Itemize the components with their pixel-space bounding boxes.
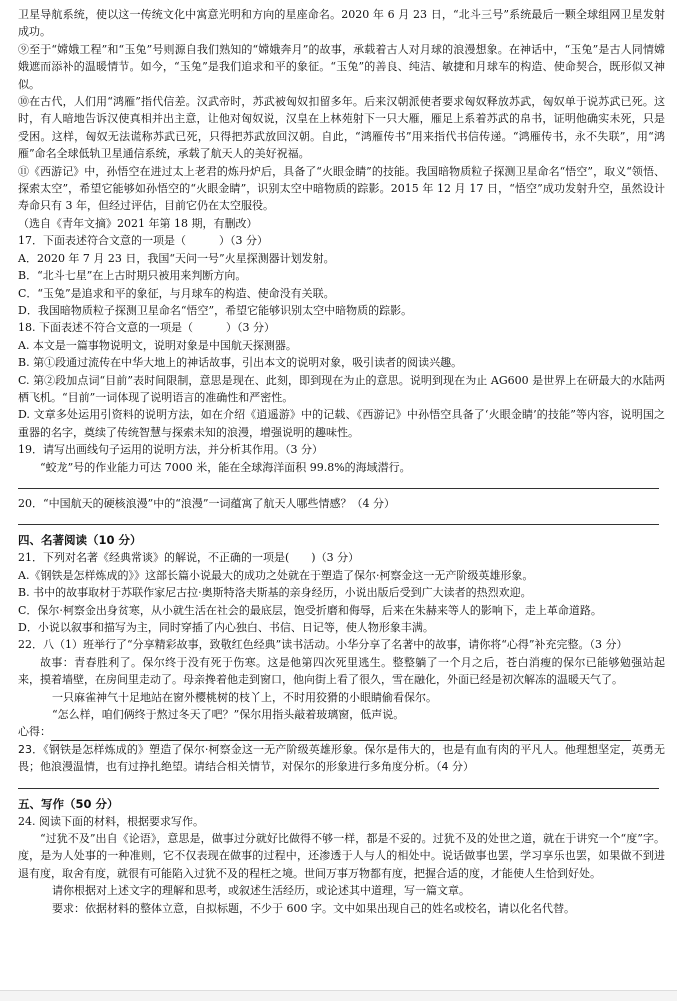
q18-option-c: C. 第②段加点词“目前”表时间限制，意思是现在、此刻，即到现在为止的意思。说明到现在为止 AG600 是世界上在研最大的水陆两栖飞机。“目前”一词体现了说明语言的准确性和严密性。 [18,373,665,404]
passage-paragraph-0: 卫星导航系统，使以这一传统文化中寓意光明和方向的星座命名。2020 年 6 月 23 日，“北斗三号”系统最后一颗全球组网卫星发射成功。 [18,8,665,39]
q22-stem: 22．八（1）班举行了“分享精彩故事，致敬红色经典”读书活动。小华分享了名著中的故事，请你将“心得”补充完整。（3 分） [18,638,628,652]
q19-stem: 19．请写出画线句子运用的说明方法，并分析其作用。（3 分） [18,443,323,457]
q21-stem: 21．下列对名著《经典常谈》的解说，不正确的一项是( )（3 分） [18,551,360,565]
section-5-title: 五、写作（50 分） [18,796,119,811]
q22-story-2: 一只麻雀神气十足地站在窗外樱桃树的枝丫上，不时用狡猾的小眼睛偷看保尔。 [52,690,437,704]
passage-paragraph-11: ⑪《西游记》中，孙悟空在进过太上老君的炼丹炉后，具备了“火眼金睛”的技能。我国暗物质粒子探测卫星命名“悟空”，取义“领悟、探索太空”，希望它能够如孙悟空的“火眼金睛”，识别太空中暗物质的踪影。2015 年 12 月 17 日，“悟空”成功发射升空，虽然设计寿命只有 3 年，但经过评估，目前它仍在太空服役。 [18,164,665,213]
q24-stem: 24. 阅读下面的材料，根据要求写作。 [18,814,204,828]
q17-option-a: A．2020 年 7 月 23 日，我国“天问一号”火星探测器计划发射。 [18,251,335,265]
passage-source: （选自《青年文摘》2021 年第 18 期，有删改） [18,216,258,230]
q23-stem: 23．《钢铁是怎样炼成的》塑造了保尔·柯察金这一无产阶级英雄形象。保尔是伟大的，也是有血有肉的平凡人。他理想坚定，英勇无畏；他浪漫温情，也有过挣扎绝望。请结合相关情节，对保尔的形象进行多角度分析。（4 分） [18,742,665,774]
q18-option-d: D. 文章多处运用引资料的说明方法，如在介绍《逍遥游》中的记载、《西游记》中孙悟空具备了‘火眼金睛’的技能”等内容，说明国之重器的名字，奠续了传统智慧与探索未知的浪漫，增强说明的趣味性。 [18,408,665,439]
q17-option-d: D．我国暗物质粒子探测卫星命名“悟空”，希望它能够识别太空中暗物质的踪影。 [18,303,413,317]
passage-paragraph-9: ⑨至于“嫦娥工程”和“玉兔”号则源自我们熟知的“嫦娥奔月”的故事，承载着古人对月球的浪漫想象。在神话中，“玉兔”是古人同情嫦娥遮而添补的温暖情节。如今，“玉兔”是我们追求和平的象征。“玉兔”的善良、纯洁、敏捷和月球车的构造、使命契合，既形似又神似。 [18,42,665,91]
q22-xinde-answer-line[interactable] [51,728,631,741]
q19-quote: “蛟龙”号的作业能力可达 7000 米，能在全球海洋面积 99.8%的海域潜行。 [40,460,411,474]
q22-xinde-row [18,723,665,740]
q21-option-c: C．保尔·柯察金出身贫寒，从小就生活在社会的最底层，饱受折磨和侮辱，后来在朱赫来等人的影响下，走上革命道路。 [18,603,602,617]
q21-option-a: A.《钢铁是怎样炼成的》》这部长篇小说最大的成功之处就在于塑造了保尔·柯察金这一无产阶级英雄形象。 [18,568,534,582]
q17-stem: 17．下面表述符合文意的一项是（ ）（3 分） [18,234,268,248]
q21-option-b: B. 书中的故事取材于苏联作家尼古拉·奥斯特洛夫斯基的亲身经历，小说出版后受到广大读者的热烈欢迎。 [18,586,532,600]
q21-option-d: D．小说以叙事和描写为主，同时穿插了内心独白、书信、日记等，使人物形象丰满。 [18,621,434,634]
q18-stem: 18. 下面表述不符合文意的一项是（ ）（3 分） [18,321,275,335]
q18-option-b: B. 第①段通过流传在中华大地上的神话故事，引出本文的说明对象，吸引读者的阅读兴趣。 [18,356,463,370]
q17-option-b: B．“北斗七星”在上古时期只被用来判断方向。 [18,269,247,283]
q17-option-c: C．“玉兔”是追求和平的象征，与月球车的构造、使命没有关联。 [18,286,335,300]
q24-requirement: 要求：依据材料的整体立意，自拟标题，不少于 600 字。文中如果出现自己的姓名或校名，请以化名代替。 [52,901,575,915]
q24-material-1: “过犹不及”出自《论语》，意思是，做事过分就好比做得不够一样，都是不妥的。过犹不及的处世之道，就在于讲究一个“度”字。度，是为人处事的一种准则，它不仅表现在做事的过程中，还渗透于人与人的相处中。说话做事也罢，学习享乐也罢，如果做不到进退有度，取舍有度，就很有可能陷入过犹不及的程枉之境。世间万事万物都有度，把握合适的度，才能使人生恰到好处。 [18,832,665,880]
passage-paragraph-10: ⑩在古代，人们用“鸿雁”指代信差。汉武帝时，苏武被匈奴扣留多年。后来汉朝派使者要求匈奴释放苏武，匈奴单于说苏武已死。这时，有人暗地告诉汉使真相并出主意，让他对匈奴说，汉皇在上林苑射下一只大雁，雁足上系着苏武的帛书，证明他确实未死，只是受困。这样，匈奴无法谎称苏武已死，只得把苏武放回汉朝。自此，“鸿雁传书”用来指代书信传递。“鸿雁传书，永不失联”，用“鸿雁”命名全球低轨卫星通信系统，承载了航天人的美好祝福。 [18,95,665,161]
q23-answer-line[interactable] [18,776,659,789]
q22-story-1: 故事：青春胜利了。保尔终于没有死于伤寒。这是他第四次死里逃生。整整躺了一个月之后，苍白消瘦的保尔已能够勉强站起来，摸着墙壁，在房间里走动了。母亲搀着他走到窗口，他向街上看了很久，雪在融化，外面已经是初次解冻的温暖天气了。 [18,655,665,687]
q19-answer-line[interactable] [18,476,659,489]
q20-answer-line[interactable] [18,512,659,525]
q18-option-a: A. 本文是一篇事物说明文，说明对象是中国航天探测器。 [18,338,297,352]
section-4-title: 四、名著阅读（10 分） [18,533,142,548]
page-bottom-gap [0,990,677,1001]
q22-story-3: “怎么样，咱们俩终于熬过冬天了吧？”保尔用指头敲着玻璃窗，低声说。 [52,708,405,722]
q20-stem: 20．“中国航天的硬核浪漫”中的“浪漫”一词蕴寓了航天人哪些情感？（4 分） [18,496,395,510]
q22-xinde-label: 心得： [18,725,51,739]
q24-material-2: 请你根据对上述文字的理解和思考，或叙述生活经历，或论述其中道理，写一篇文章。 [52,884,470,898]
